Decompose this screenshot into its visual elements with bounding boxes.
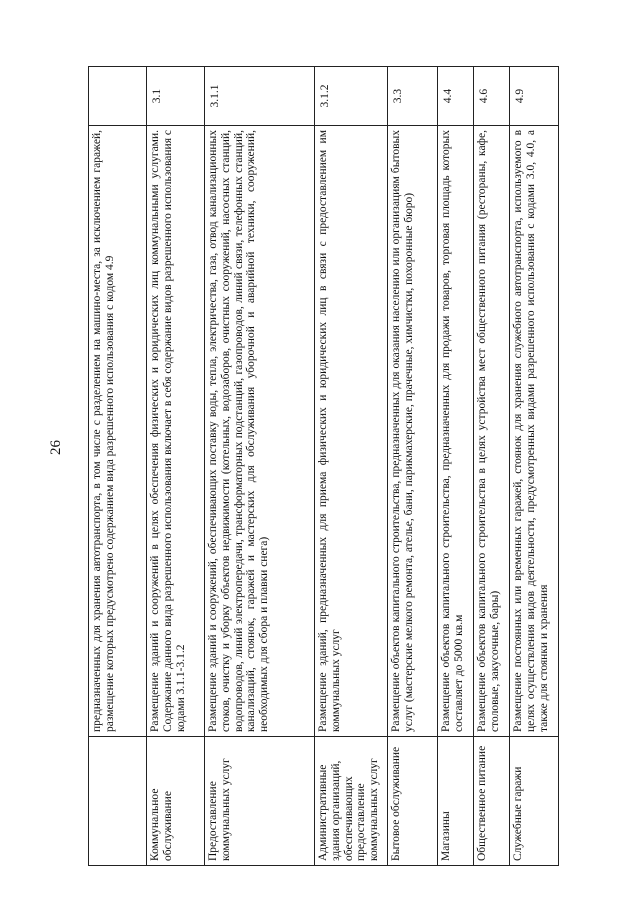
use-type-description: Размещение зданий, предназначенных для приема физических и юридических лиц в связи с предоставлением им коммунальных услуг — [315, 126, 388, 737]
use-type-name: Общественное питание — [474, 737, 510, 866]
table-row — [474, 67, 510, 866]
use-type-name: Предоставление коммунальных услуг — [205, 737, 315, 866]
use-type-name: Магазины — [438, 737, 474, 866]
use-type-code: 3.3 — [388, 67, 438, 126]
use-type-description: Размещение объектов капитального строительства, предназначенных для продажи товаров, торговая площадь которых составляет до 5000 кв.м — [438, 126, 474, 737]
use-type-name: Коммунальное обслуживание — [147, 737, 205, 866]
land-use-table-rotated — [88, 66, 558, 866]
use-type-name: Бытовое обслуживание — [388, 737, 438, 866]
table-row — [438, 67, 474, 866]
use-type-description: предназначенных для хранения автотранспорта, в том числе с разделением на машино-места, за исключением гаражей, размещение которых предусмотрено содержанием вида разрешенного использования с кодом 4.9 — [89, 126, 147, 737]
use-type-code: 3.1.1 — [205, 67, 315, 126]
use-type-name: Служебные гаражи — [510, 737, 559, 866]
use-type-code: 3.1.2 — [315, 67, 388, 126]
use-type-code: 4.6 — [474, 67, 510, 126]
use-type-description: Размещение объектов капитального строительства, предназначенных для оказания населению или организациям бытовых услуг (мастерские мелкого ремонта, ателье, бани, парикмахерские, прачечные, химчистки, похоронные бюро) — [388, 126, 438, 737]
table-row — [510, 67, 559, 866]
page-number: 26 — [48, 440, 64, 455]
table-row — [147, 67, 205, 866]
table-row — [315, 67, 388, 866]
land-use-table — [88, 66, 559, 866]
use-type-description: Размещение объектов капитального строительства в целях устройства мест общественного питания (рестораны, кафе, столовые, закусочные, бары) — [474, 126, 510, 737]
use-type-code: 3.1 — [147, 67, 205, 126]
table-row — [388, 67, 438, 866]
table-row — [89, 67, 147, 866]
use-type-code: 4.9 — [510, 67, 559, 126]
use-type-description: Размещение зданий и сооружений в целях обеспечения физических и юридических лиц коммунальными услугами. Содержание данного вида разрешенного использования включает в себя содержание видов разрешенного использования с кодами 3.1.1-3.1.2 — [147, 126, 205, 737]
use-type-code: 4.4 — [438, 67, 474, 126]
table-row — [205, 67, 315, 866]
use-type-name: Административные здания организаций, обеспечивающих предоставление коммунальных услуг — [315, 737, 388, 866]
use-type-name — [89, 737, 147, 866]
use-type-code — [89, 67, 147, 126]
use-type-description: Размещение зданий и сооружений, обеспечивающих поставку воды, тепла, электричества, газа, отвод канализационных стоков, очистку и уборку объектов недвижимости (котельных, водозаборов, очистных сооружений, насосных станций, водопроводов, линий электропередачи, трансформаторных подстанций, газопроводов, линий связи, телефонных станций, канализаций, стоянок, гаражей и мастерских для обслуживания уборочной и аварийной техники, сооружений, необходимых для сбора и плавки снега) — [205, 126, 315, 737]
use-type-description: Размещение постоянных или временных гаражей, стоянок для хранения служебного автотранспорта, используемого в целях осуществления видов деятельности, предусмотренных видами разрешенного использования с кодами 3.0, 4.0, а также для стоянки и хранения — [510, 126, 559, 737]
